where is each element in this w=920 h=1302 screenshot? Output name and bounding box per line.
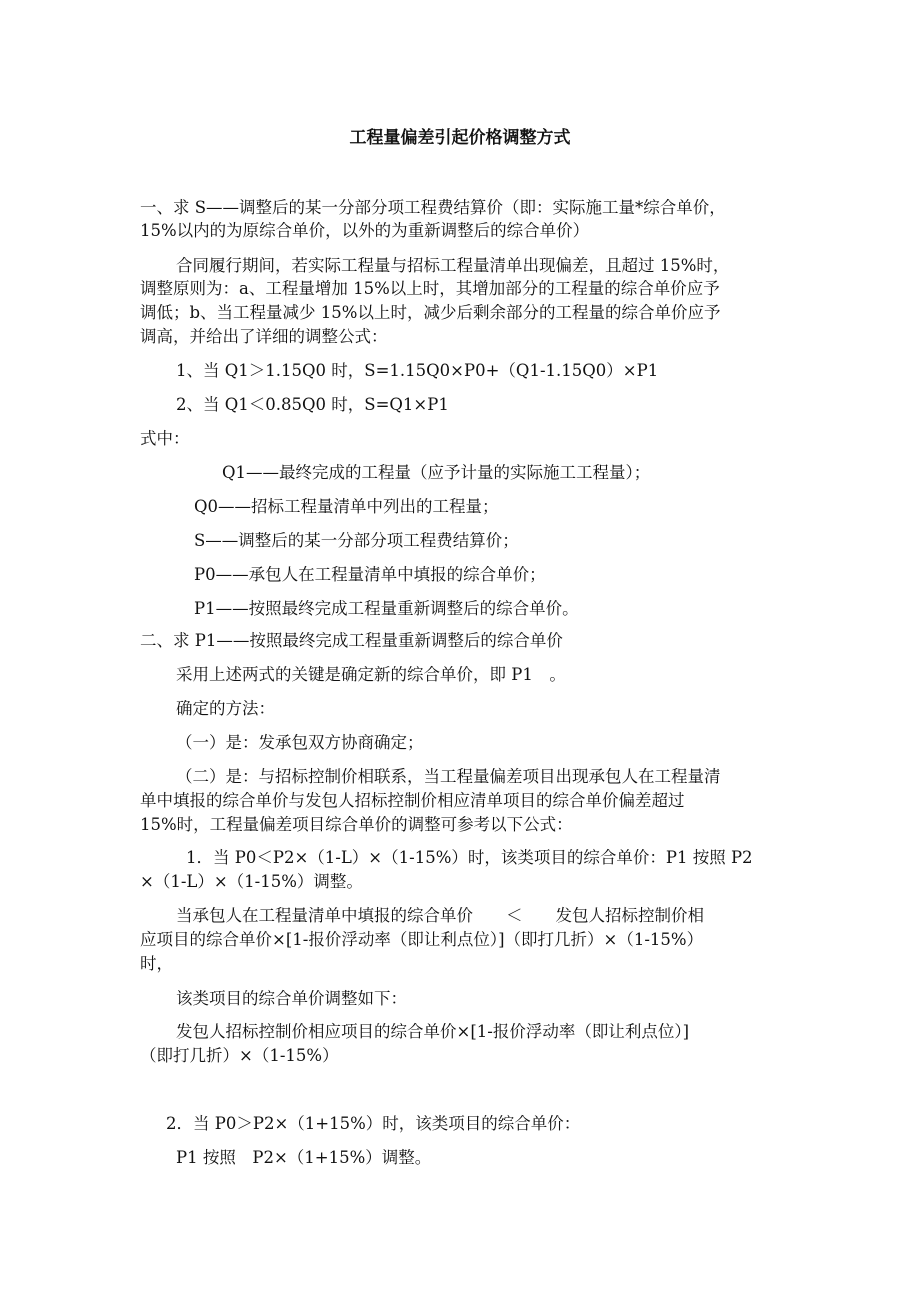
text-line: （一）是：发承包双方协商确定；: [176, 733, 424, 752]
text-line: 15%以内的为原综合单价，以外的为重新调整后的综合单价）: [140, 221, 590, 240]
definition-line: P0——承包人在工程量清单中填报的综合单价；: [194, 565, 546, 584]
definition-line: Q1——最终完成的工程量（应予计量的实际施工工程量）；: [222, 463, 651, 482]
document-title: 工程量偏差引起价格调整方式: [349, 128, 571, 148]
formula-line: （即打几折）×（1-15%）: [140, 1046, 339, 1065]
text-line: 调整原则为：a、工程量增加 15%以上时，其增加部分的工程量的综合单价应予: [140, 279, 720, 298]
text-line: 时，: [140, 954, 173, 973]
text-line: 应项目的综合单价×[1-报价浮动率（即让利点位）]（即打几折）×（1-15%）: [140, 930, 704, 949]
definition-line: S——调整后的某一分部分项工程费结算价；: [194, 531, 519, 550]
formula-line: 2．当 P0＞P2×（1+15%）时，该类项目的综合单价：: [166, 1114, 581, 1133]
formula-line: 1．当 P0＜P2×（1-L）×（1-15%）时，该类项目的综合单价：P1 按照 P2: [186, 848, 753, 867]
formula-line: 发包人招标控制价相应项目的综合单价×[1-报价浮动率（即让利点位）]: [176, 1022, 690, 1041]
definition-line: Q0——招标工程量清单中列出的工程量；: [194, 497, 499, 516]
text-line: 当承包人在工程量清单中填报的综合单价 ＜ 发包人招标控制价相: [176, 906, 704, 925]
formula-line: P1 按照 P2×（1+15%）调整。: [176, 1148, 432, 1167]
text-line: 采用上述两式的关键是确定新的综合单价，即 P1 。: [176, 665, 566, 684]
text-line: 一、求 S——调整后的某一分部分项工程费结算价（即：实际施工量*综合单价，: [140, 198, 726, 217]
section-heading: 二、求 P1——按照最终完成工程量重新调整后的综合单价: [140, 631, 563, 650]
text-line: 调高，并给出了详细的调整公式：: [140, 327, 388, 346]
definition-line: P1——按照最终完成工程量重新调整后的综合单价。: [194, 599, 579, 618]
text-line: （二）是：与招标控制价相联系，当工程量偏差项目出现承包人在工程量清: [176, 767, 721, 786]
text-line: 单中填报的综合单价与发包人招标控制价相应清单项目的综合单价偏差超过: [140, 791, 685, 810]
text-line: 式中：: [140, 429, 190, 448]
text-line: 15%时，工程量偏差项目综合单价的调整可参考以下公式：: [140, 815, 573, 834]
text-line: 确定的方法：: [176, 699, 275, 718]
text-line: 该类项目的综合单价调整如下：: [176, 989, 407, 1008]
formula-line: ×（1-L）×（1-15%）调整。: [140, 872, 363, 891]
formula-line: 1、当 Q1＞1.15Q0 时，S=1.15Q0×P0+（Q1-1.15Q0）×P1: [176, 361, 659, 380]
formula-line: 2、当 Q1＜0.85Q0 时，S=Q1×P1: [176, 395, 449, 414]
text-line: 合同履行期间，若实际工程量与招标工程量清单出现偏差，且超过 15%时，: [176, 256, 730, 275]
text-line: 调低；b、当工程量减少 15%以上时，减少后剩余部分的工程量的综合单价应予: [140, 303, 721, 322]
